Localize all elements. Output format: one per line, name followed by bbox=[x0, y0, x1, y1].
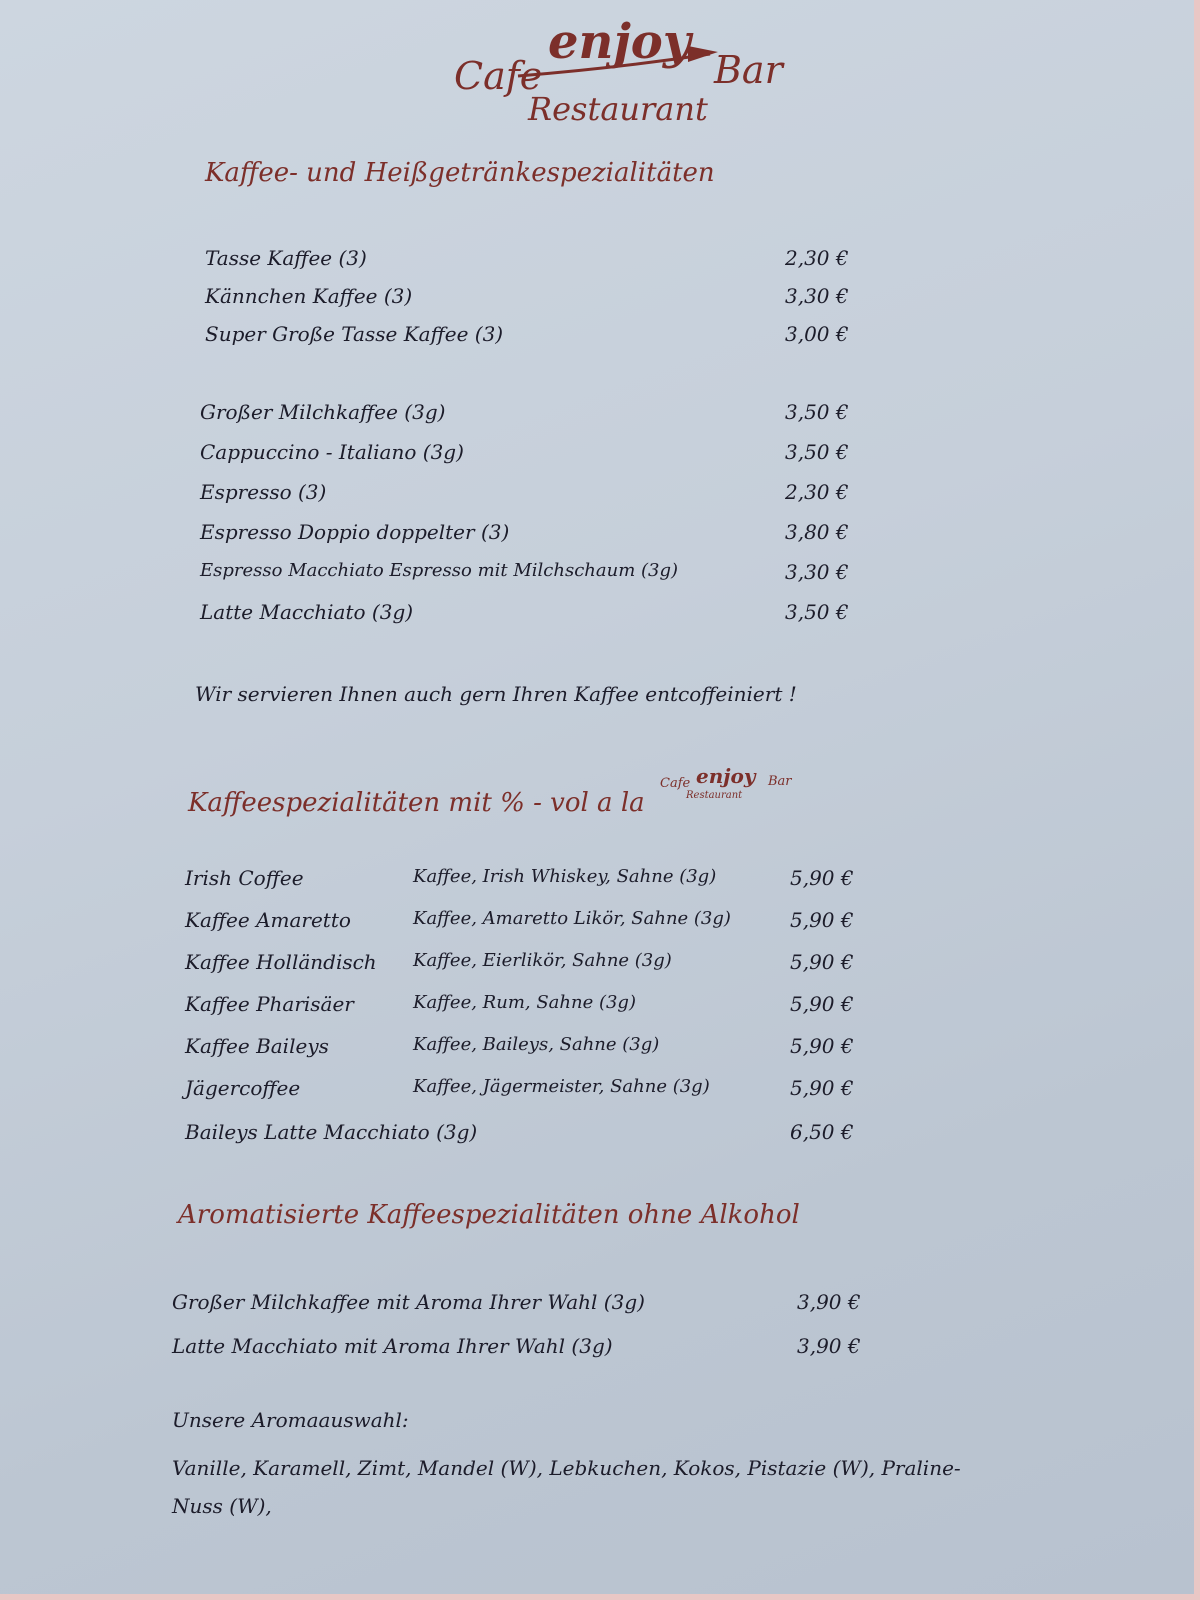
item-name: Espresso (3) bbox=[200, 480, 327, 504]
item-name: Tasse Kaffee (3) bbox=[205, 246, 367, 270]
item-price: 3,30 € bbox=[785, 560, 849, 584]
item-description: Kaffee, Rum, Sahne (3g) bbox=[413, 992, 636, 1013]
mini-logo-cafe: Cafe bbox=[660, 776, 691, 791]
menu-item bbox=[185, 866, 854, 890]
menu-item bbox=[200, 560, 849, 584]
item-price: 3,90 € bbox=[797, 1290, 861, 1314]
menu-item bbox=[185, 1120, 854, 1144]
mini-logo-enjoy: enjoy bbox=[696, 764, 756, 788]
item-description: Kaffee, Eierlikör, Sahne (3g) bbox=[413, 950, 672, 971]
item-name: Jägercoffee bbox=[185, 1076, 301, 1100]
item-name: Espresso Doppio doppelter (3) bbox=[200, 520, 510, 544]
mini-logo-restaurant: Restaurant bbox=[686, 790, 743, 801]
menu-item bbox=[185, 992, 854, 1016]
item-price: 3,50 € bbox=[785, 600, 849, 624]
menu-item bbox=[172, 1290, 861, 1314]
item-name: Latte Macchiato (3g) bbox=[200, 600, 414, 624]
section-title: Aromatisierte Kaffeespezialitäten ohne Alkohol bbox=[178, 1200, 800, 1230]
menu-item bbox=[205, 246, 849, 270]
item-description: Kaffee, Amaretto Likör, Sahne (3g) bbox=[413, 908, 731, 929]
item-price: 2,30 € bbox=[785, 246, 849, 270]
aroma-list-line2: Nuss (W), bbox=[172, 1494, 272, 1518]
item-price: 5,90 € bbox=[790, 908, 854, 932]
menu-item bbox=[185, 1034, 854, 1058]
menu-item bbox=[185, 950, 854, 974]
item-price: 3,00 € bbox=[785, 322, 849, 346]
logo bbox=[448, 6, 828, 126]
item-price: 2,30 € bbox=[785, 480, 849, 504]
item-name: Kännchen Kaffee (3) bbox=[205, 284, 413, 308]
item-price: 6,50 € bbox=[790, 1120, 854, 1144]
section-title: Kaffeespezialitäten mit % - vol a la bbox=[188, 788, 645, 818]
logo-restaurant: Restaurant bbox=[528, 90, 708, 128]
menu-item bbox=[205, 322, 849, 346]
item-price: 5,90 € bbox=[790, 866, 854, 890]
item-price: 3,30 € bbox=[785, 284, 849, 308]
item-price: 3,50 € bbox=[785, 440, 849, 464]
section-title: Kaffee- und Heißgetränkespezialitäten bbox=[205, 158, 715, 188]
menu-item bbox=[200, 600, 849, 624]
item-price: 5,90 € bbox=[790, 1076, 854, 1100]
item-name: Kaffee Baileys bbox=[185, 1034, 329, 1058]
item-name: Kaffee Amaretto bbox=[185, 908, 351, 932]
menu-item bbox=[205, 284, 849, 308]
item-description: Kaffee, Irish Whiskey, Sahne (3g) bbox=[413, 866, 717, 887]
menu-item bbox=[185, 908, 854, 932]
logo-bar: Bar bbox=[714, 48, 783, 92]
decaf-note: Wir servieren Ihnen auch gern Ihren Kaffee entcoffeiniert ! bbox=[195, 682, 797, 706]
item-name: Super Große Tasse Kaffee (3) bbox=[205, 322, 504, 346]
menu-item bbox=[200, 520, 849, 544]
item-name: Latte Macchiato mit Aroma Ihrer Wahl (3g) bbox=[172, 1334, 613, 1358]
item-name: Kaffee Holländisch bbox=[185, 950, 377, 974]
menu-item bbox=[185, 1076, 854, 1100]
item-price: 5,90 € bbox=[790, 992, 854, 1016]
mini-logo-bar: Bar bbox=[768, 774, 792, 789]
item-name: Cappuccino - Italiano (3g) bbox=[200, 440, 464, 464]
item-price: 5,90 € bbox=[790, 950, 854, 974]
menu-item bbox=[200, 480, 849, 504]
item-name: Baileys Latte Macchiato (3g) bbox=[185, 1120, 478, 1144]
logo-enjoy: enjoy bbox=[548, 14, 691, 70]
item-name: Kaffee Pharisäer bbox=[185, 992, 354, 1016]
menu-item bbox=[200, 440, 849, 464]
menu-item bbox=[172, 1334, 861, 1358]
aroma-list-line1: Vanille, Karamell, Zimt, Mandel (W), Lebkuchen, Kokos, Pistazie (W), Praline- bbox=[172, 1456, 961, 1480]
item-price: 3,90 € bbox=[797, 1334, 861, 1358]
menu-item bbox=[200, 400, 849, 424]
item-name: Großer Milchkaffee (3g) bbox=[200, 400, 446, 424]
aroma-label: Unsere Aromaauswahl: bbox=[172, 1408, 409, 1432]
item-description: Kaffee, Jägermeister, Sahne (3g) bbox=[413, 1076, 710, 1097]
item-price: 3,50 € bbox=[785, 400, 849, 424]
item-price: 3,80 € bbox=[785, 520, 849, 544]
item-name: Großer Milchkaffee mit Aroma Ihrer Wahl (3g) bbox=[172, 1290, 645, 1314]
item-description: Kaffee, Baileys, Sahne (3g) bbox=[413, 1034, 660, 1055]
item-price: 5,90 € bbox=[790, 1034, 854, 1058]
mini-logo bbox=[658, 766, 808, 814]
item-name: Espresso Macchiato Espresso mit Milchschaum (3g) bbox=[200, 560, 679, 581]
item-name: Irish Coffee bbox=[185, 866, 304, 890]
logo-cafe: Cafe bbox=[454, 54, 543, 98]
